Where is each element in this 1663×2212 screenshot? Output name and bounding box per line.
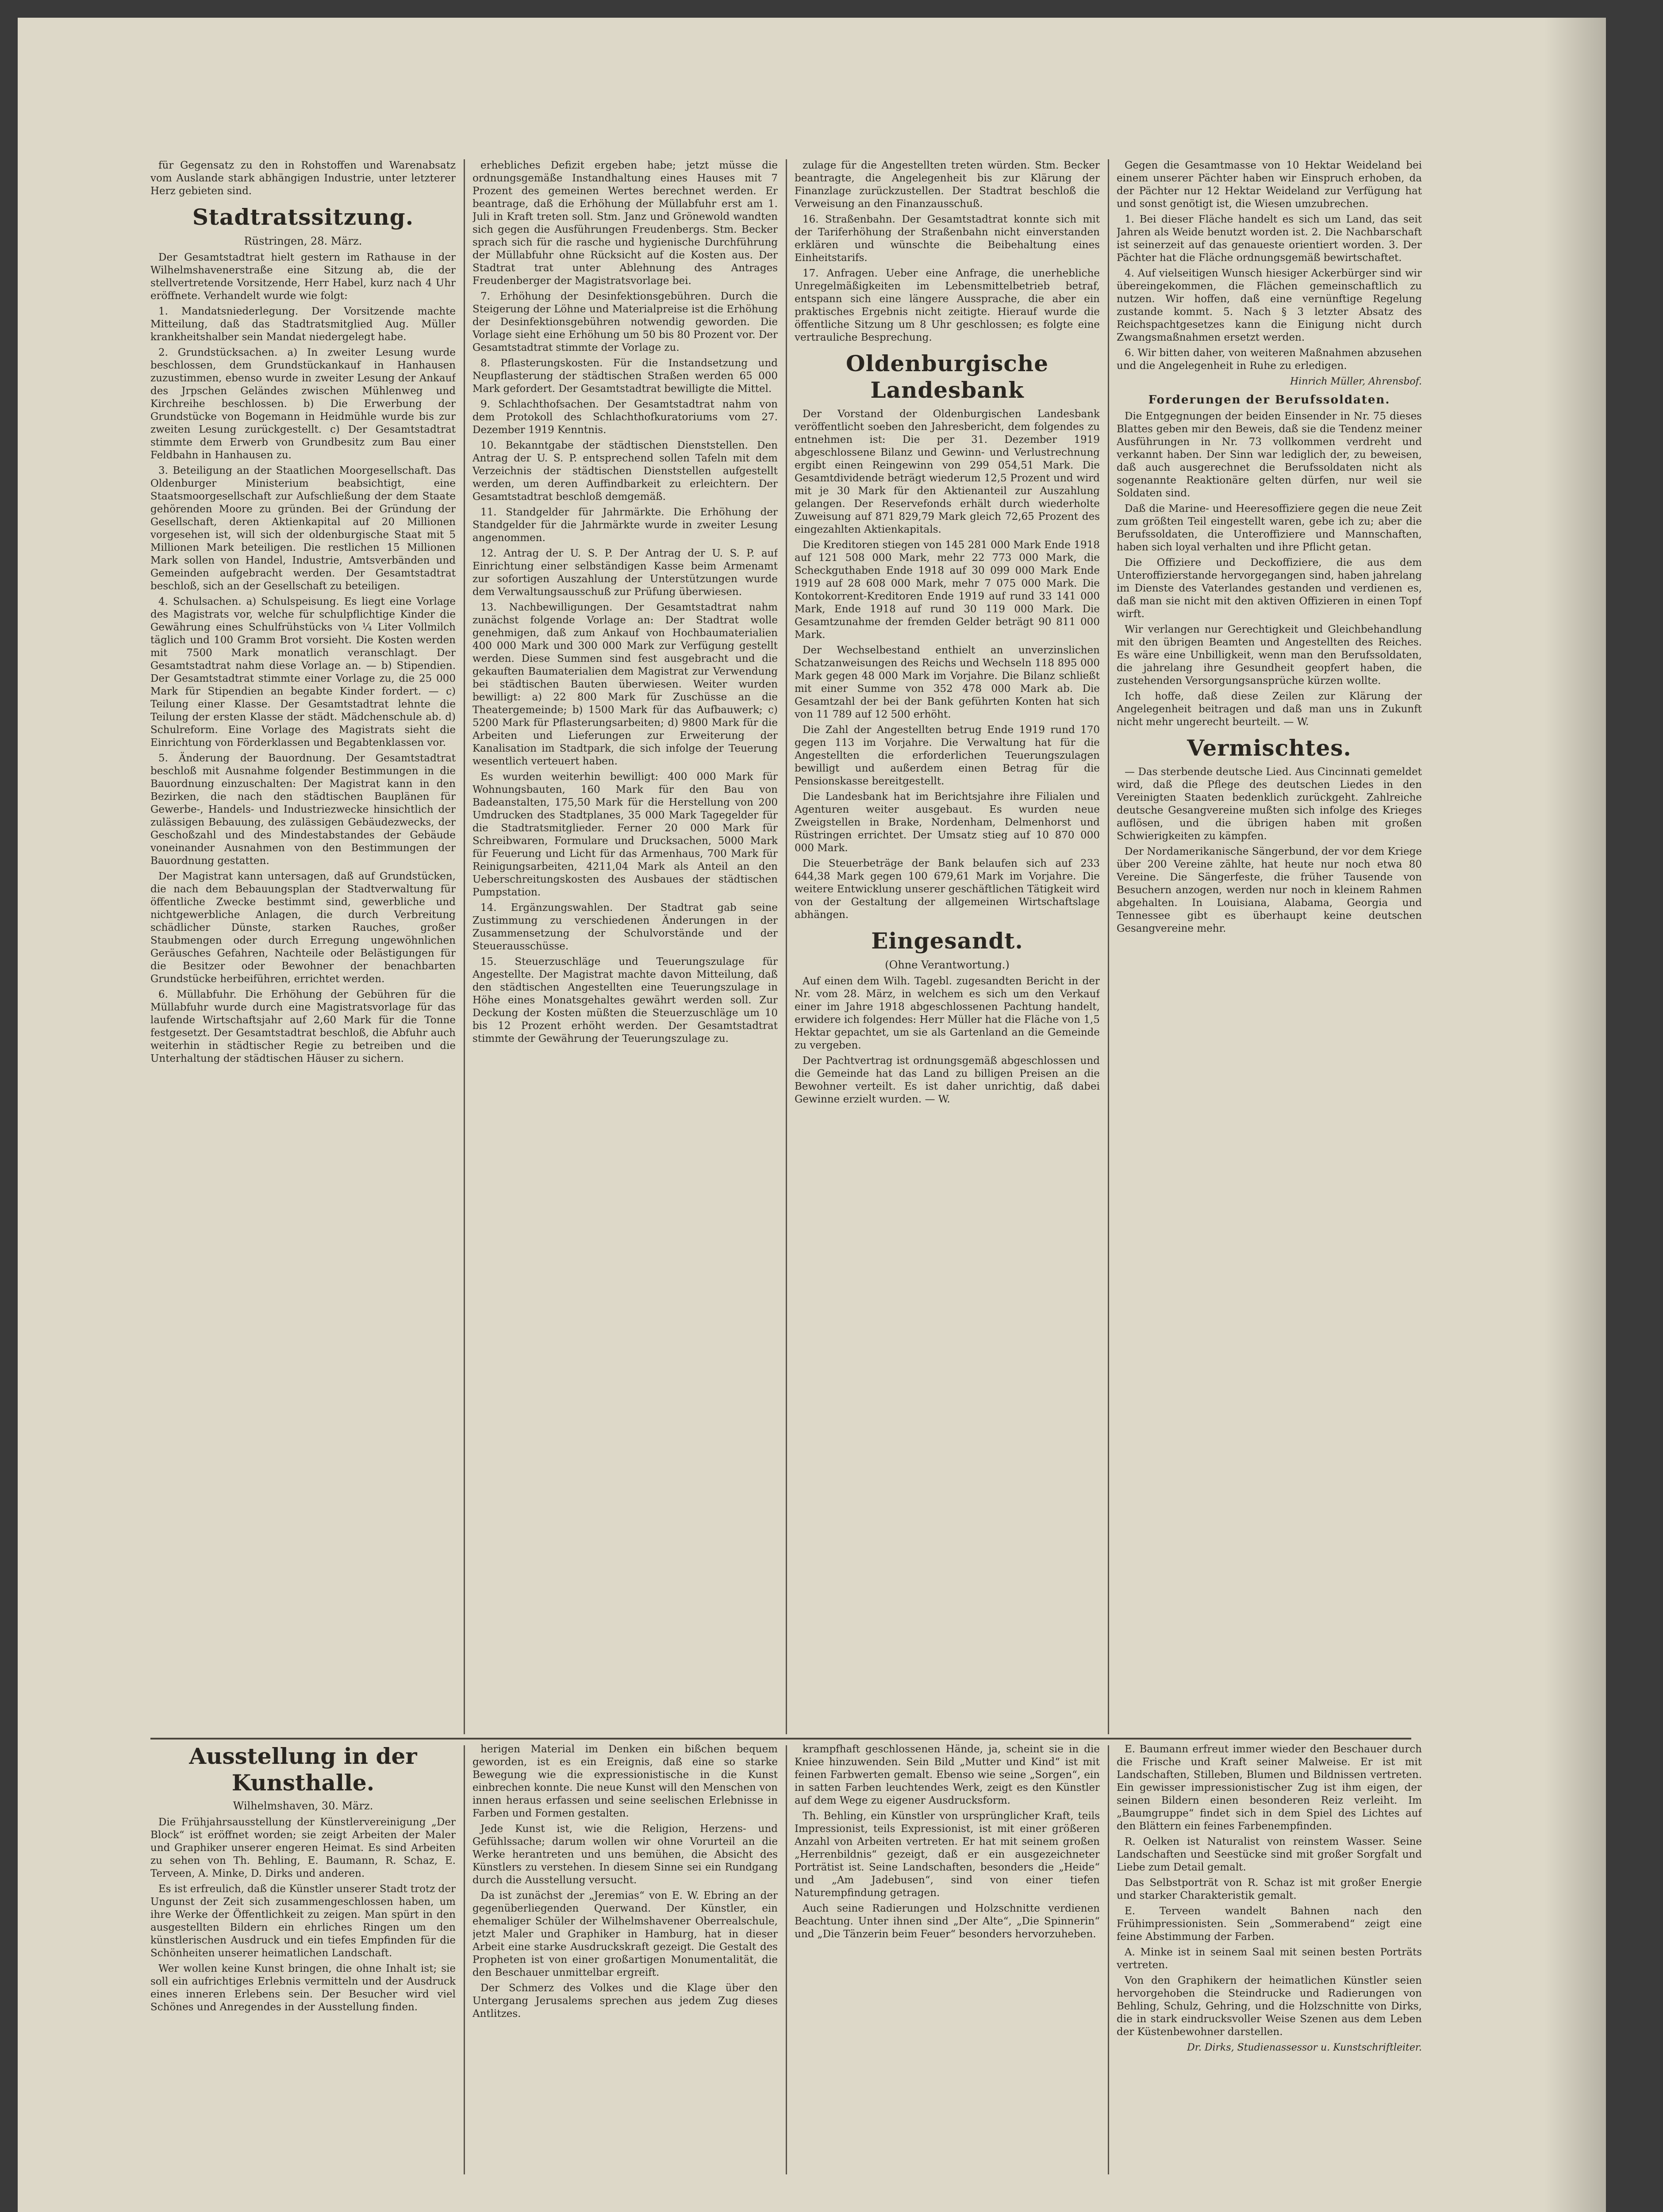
paragraph: erhebliches Defizit ergeben habe; jetzt müsse die ordnungsgemäße Instandhaltung eines Hauses mit 7 Prozent des gemeinen Wertes berechnet werden. Er beantrage, daß die Erhöhung der Müllabfuhr erst am 1. Juli in Kraft treten soll. Stm. Janz und Grönewold wandten sich gegen die Ausführungen Freudenbergs. Stm. Becker sprach sich für die rasche und hygienische Durchführung der Müllabfuhr ohne Rücksicht auf die Kosten aus. Der Stadtrat trat unter Ablehnung des Antrages Freudenberger der Magistratsvorlage bei. [472,160,778,287]
section-divider [150,1738,1411,1740]
paragraph: krampfhaft geschlossenen Hände, ja, scheint sie in die Kniee hinzuwenden. Sein Bild „Mutter und Kind“ ist mit feinen Farbwerten gemalt. Ebenso wie seine „Sorgen“, ein in satten Farben leuchtendes Werk, zeigt es den Künstler auf dem Wege zu eigener Ausdrucksform. [795,1743,1100,1806]
signature: Hinrich Müller, Ahrensbof. [1290,376,1422,387]
paragraph: 16. Straßenbahn. Der Gesamtstadtrat konnte sich mit der Tariferhöhung der Straßenbahn nicht einverstanden erklären und wünschte die Beibehaltung eines Einheitstarifs. [795,214,1100,264]
stadtrat-heading: Stadtratssitzung. [192,204,414,230]
paragraph: 5. Änderung der Bauordnung. Der Gesamtstadtrat beschloß mit Ausnahme folgender Bestimmungen in die Bauordnung einzuschalten: Der Magistrat kann in den Bezirken, die nach den städtischen Bauplänen für Gewerbe-, Handels- und Industriezwecke hinsichtlich der zulässigen Bebauung, des zulässigen Gebäudezwecks, der Geschoßzahl und des Mindestabstandes der Gebäude voneinander Ausnahmen von den Bestimmungen der Bauordnung gestatten. [150,753,456,867]
page-edge-shadow [1544,18,1606,2212]
kunsthalle-dateline: Wilhelmshaven, 30. März. [233,1800,373,1812]
paragraph: 9. Schlachthofsachen. Der Gesamtstadtrat nahm von dem Protokoll des Schlachthofkuratoriums vom 27. Dezember 1919 Kenntnis. [472,399,778,436]
paragraph: Der Schmerz des Volkes und die Klage über den Untergang Jerusalems sprechen aus jedem Zug dieses Antlitzes. [472,1982,778,2020]
column-divider [786,159,787,1734]
paragraph: Die Frühjahrsausstellung der Künstlervereinigung „Der Block“ ist eröffnet worden; sie zeigt Arbeiten der Maler und Graphiker unserer engeren Heimat. Es sind Arbeiten zu sehen von Th. Behling, E. Baumann, R. Schaz, E. Terveen, A. Minke, D. Dirks und anderen. [150,1816,456,1879]
paragraph: Der Wechselbestand enthielt an unverzinslichen Schatzanweisungen des Reichs und Wechseln 118 895 000 Mark gegen 48 000 Mark im Vorjahre. Die Bilanz schließt mit einer Summe von 352 478 000 Mark ab. Die Gesamtzahl der bei der Bank geführten Konten hat sich von 11 789 auf 12 500 erhöht. [795,645,1100,720]
signature: Dr. Dirks, Studienassessor u. Kunstschriftleiter. [1187,2042,1422,2053]
paragraph: Ich hoffe, daß diese Zeilen zur Klärung der Angelegenheit beitragen und daß man uns in Zukunft nicht mehr ungerecht beurteilt. — W. [1117,691,1422,728]
column-4 [1117,159,1422,1734]
paragraph: Der Magistrat kann untersagen, daß auf Grundstücken, die nach dem Bebauungsplan der Stadtverwaltung für öffentliche Zwecke bestimmt sind, gewerbliche und nichtgewerbliche Anlagen, die durch Verbreitung schädlicher Dünste, starken Rauches, großer Staubmengen oder durch Erregung ungewöhnlichen Geräusches Gefahren, Nachteile oder Belästigungen für die Besitzer oder Bewohner der benachbarten Grundstücke herbeiführen, errichtet werden. [150,871,456,985]
paragraph: 8. Pflasterungskosten. Für die Instandsetzung und Neupflasterung der städtischen Straßen werden 65 000 Mark gefordert. Der Gesamtstadtrat bewilligte die Mittel. [472,357,778,395]
paragraph: Die Landesbank hat im Berichtsjahre ihre Filialen und Agenturen weiter ausgebaut. Es wurden neue Zweigstellen in Brake, Nordenham, Delmenhorst und Rüstringen errichtet. Der Umsatz stieg auf 10 870 000 000 Mark. [795,791,1100,854]
paragraph: 15. Steuerzuschläge und Teuerungszulage für Angestellte. Der Magistrat machte davon Mitteilung, daß den städtischen Angestellten eine Teuerungszulage in Höhe eines Monatsgehaltes gewährt werden soll. Zur Deckung der Kosten müßten die Steuerzuschläge um 10 bis 12 Prozent erhöht werden. Der Gesamtstadtrat stimmte der Gewährung der Teuerungszulage zu. [472,956,778,1045]
stadtrat-dateline: Rüstringen, 28. März. [244,235,362,247]
column-3 [795,159,1100,1734]
paragraph: 4. Auf vielseitigen Wunsch hiesiger Ackerbürger sind wir übereingekommen, die Flächen gemeinschaftlich zu nutzen. Wir hoffen, daß eine vernünftige Regelung zustande kommt. 5. Nach § 3 letzter Absatz des Reichspachtgesetzes kann die Einigung nicht durch Zwangsmaßnahmen ersetzt werden. [1117,268,1422,343]
paragraph: 1. Bei dieser Fläche handelt es sich um Land, das seit Jahren als Weide benutzt worden ist. 2. Die Nachbarschaft ist seinerzeit auf das genaueste orientiert worden. 3. Der Pächter hat die Fläche ordnungsgemäß bewirtschaftet. [1117,214,1422,264]
paragraph: 13. Nachbewilligungen. Der Gesamtstadtrat nahm zunächst folgende Vorlage an: Der Stadtrat wolle genehmigen, daß zum Ankauf von Hochbaumaterialien 400 000 Mark und 300 000 Mark zur Verfügung gestellt werden. Diese Summen sind fest ausgebracht und die gekauften Baumaterialien dem Magistrat zur Verwendung bei städtischen Bauten überwiesen. Weiter wurden bewilligt: a) 22 800 Mark für Zuschüsse an die Theatergemeinde; b) 1500 Mark für das Aufbauwerk; c) 5200 Mark für Pflasterungsarbeiten; d) 9800 Mark für die Arbeiten und Lieferungen zur Erweiterung der Kanalisation im Stadtpark, die sich infolge der Teuerung wesentlich verteuert haben. [472,602,778,767]
paragraph: Wir verlangen nur Gerechtigkeit und Gleichbehandlung mit den übrigen Beamten und Angestellten des Reiches. Es wäre eine Unbilligkeit, wenn man den Berufssoldaten, die jahrelang ihre Gesundheit geopfert haben, die zustehenden Versorgungsansprüche kürzen wollte. [1117,624,1422,687]
landesbank-heading: Oldenburgische Landesbank [845,350,1049,403]
paragraph: Da ist zunächst der „Jeremias“ von E. W. Ebring an der gegenüberliegenden Querwand. Der Künstler, ein ehemaliger Schüler der Wilhelmshavener Oberrealschule, jetzt Maler und Graphiker in Hamburg, hat in dieser Arbeit eine starke Ausdruckskraft gezeigt. Die Gestalt des Propheten ist von einer großartigen Monumentalität, die den Beschauer unmittelbar ergreift. [472,1890,778,1978]
column-2 [472,159,778,1734]
paragraph: Von den Graphikern der heimatlichen Künstler seien hervorgehoben die Steindrucke und Radierungen von Behling, Schulz, Gehring, und die Holzschnitte von Dirks, die in stark eindrucksvoller Weise Szenen aus dem Leben der Küstenbewohner darstellen. [1117,1975,1422,2038]
paragraph: E. Baumann erfreut immer wieder den Beschauer durch die Frische und Kraft seiner Malweise. Er ist mit Landschaften, Stilleben, Blumen und Bildnissen vertreten. Ein gewisser impressionistischer Zug ist ihm eigen, der seinen Bildern einen besonderen Reiz verleiht. Im „Baumgruppe“ findet sich in dem Spiel des Lichtes auf den Blättern ein feines Farbenempfinden. [1117,1743,1422,1832]
paragraph: Die Entgegnungen der beiden Einsender in Nr. 75 dieses Blattes geben mir den Beweis, daß sie die Tendenz meiner Ausführungen in Nr. 73 vollkommen verdreht und verkannt haben. Der Sinn war lediglich der, zu beweisen, daß auch ausgerechnet die Berufssoldaten nicht als sogenannte Reaktionäre gelten dürfen, nur weil sie Soldaten sind. [1117,411,1422,499]
paragraph: Wer wollen keine Kunst bringen, die ohne Inhalt ist; sie soll ein aufrichtiges Erlebnis vermitteln und der Ausdruck eines inneren Erlebens sein. Der Besucher wird viel Schönes und Anregendes in der Ausstellung finden. [150,1963,456,2013]
paragraph: Daß die Marine- und Heeresoffiziere gegen die neue Zeit zum größten Teil eingestellt waren, gebe ich zu; aber die Berufssoldaten, die Unteroffiziere und Mannschaften, haben sich loyal verhalten und ihre Pflicht getan. [1117,503,1422,553]
paragraph: Der Pachtvertrag ist ordnungsgemäß abgeschlossen und die Gemeinde hat das Land zu billigen Preisen an die Bewohner verteilt. Es ist daher unrichtig, daß dabei Gewinne erzielt wurden. — W. [795,1055,1100,1105]
kunsthalle-heading: Ausstellung in der Kunsthalle. [189,1743,417,1796]
paragraph: 11. Standgelder für Jahrmärkte. Die Erhöhung der Standgelder für die Jahrmärkte wurde in zweiter Lesung angenommen. [472,507,778,544]
newspaper-page [18,18,1606,2212]
column-divider [1108,1745,1109,2174]
paragraph: Auf einen dem Wilh. Tagebl. zugesandten Bericht in der Nr. vom 28. März, in welchem es sich um den Verkauf einer im Jahre 1918 abgeschlossenen Pachtung handelt, erwidere ich folgendes: Herr Müller hat die Fläche von 1,5 Hektar gepachtet, um sie als Gartenland an die Gemeinde zu vergeben. [795,975,1100,1051]
paragraph: Der Gesamtstadtrat hielt gestern im Rathause in der Wilhelmshavenerstraße eine Sitzung ab, die der stellvertretende Vorsitzende, Herr Habel, kurz nach 4 Uhr eröffnete. Verhandelt wurde wie folgt: [150,252,456,302]
page-content [150,159,1540,2194]
paragraph: E. Terveen wandelt Bahnen nach den Frühimpressionisten. Sein „Sommerabend“ zeigt eine feine Abstimmung der Farben. [1117,1905,1422,1943]
eingesandt-subheading: (Ohne Verantwortung.) [885,959,1010,971]
column-divider [464,159,465,1734]
paragraph: 4. Schulsachen. a) Schulspeisung. Es liegt eine Vorlage des Magistrats vor, welche für schulpflichtige Kinder die Gewährung eines Schulfrühstücks von ¼ Liter Vollmilch täglich und 100 Gramm Brot vorsieht. Die Kosten werden mit 7500 Mark monatlich veranschlagt. Der Gesamtstadtrat nahm diese Vorlage an. — b) Stipendien. Der Gesamtstadtrat stimmte einer Vorlage zu, die 25 000 Mark für Stipendien an begabte Kinder fordert. — c) Teilung einer Klasse. Der Gesamtstadtrat lehnte die Teilung der ersten Klasse der städt. Mädchenschule ab. d) Schulreform. Eine Vorlage des Magistrats sieht die Einrichtung von Förderklassen und Begabtenklassen vor. [150,596,456,749]
paragraph: Der Nordamerikanische Sängerbund, der vor dem Kriege über 200 Vereine zählte, hat heute nur noch etwa 80 Vereine. Die Sängerfeste, die früher Tausende von Besuchern anzogen, werden nur noch in kleinem Rahmen abgehalten. In Louisiana, Alabama, Georgia und Tennessee gibt es überhaupt keine deutschen Gesangvereine mehr. [1117,846,1422,934]
paragraph: 12. Antrag der U. S. P. Der Antrag der U. S. P. auf Einrichtung einer selbständigen Kasse beim Armenamt zur sofortigen Auszahlung der Unterstützungen wurde dem Verwaltungsausschuß zur Prüfung überwiesen. [472,548,778,598]
paragraph: 3. Beteiligung an der Staatlichen Moorgesellschaft. Das Oldenburger Ministerium beabsichtigt, eine Staatsmoorgesellschaft zur Aufschließung der dem Staate gehörenden Moore zu gründen. Bei der Gründung der Gesellschaft, deren Aktienkapital auf 20 Millionen vorgesehen ist, will sich der oldenburgische Staat mit 5 Millionen Mark beteiligen. Die restlichen 15 Millionen Mark sollen von Handel, Industrie, Amtsverbänden und Gemeinden aufgebracht werden. Der Gesamtstadtrat beschloß, sich an der Gesellschaft zu beteiligen. [150,465,456,592]
column-divider [1108,159,1109,1734]
paragraph: Es ist erfreulich, daß die Künstler unserer Stadt trotz der Ungunst der Zeit sich zusammengeschlossen haben, um ihre Werke der Öffentlichkeit zu zeigen. Man spürt in den ausgestellten Bildern ein ehrliches Ringen um den künstlerischen Ausdruck und ein tiefes Empfinden für die Schönheiten unserer heimatlichen Landschaft. [150,1883,456,1959]
paragraph: zulage für die Angestellten treten würden. Stm. Becker beantragte, die Angelegenheit bis zur Klärung der Finanzlage zurückzustellen. Der Stadtrat beschloß die Verweisung an den Finanzausschuß. [795,160,1100,210]
paragraph: 7. Erhöhung der Desinfektionsgebühren. Durch die Steigerung der Löhne und Materialpreise ist die Erhöhung der Desinfektionsgebühren notwendig geworden. Die Vorlage sieht eine Erhöhung um 50 bis 80 Prozent vor. Der Gesamtstadtrat stimmte der Vorlage zu. [472,291,778,353]
column-1 [150,159,456,1734]
paragraph: Jede Kunst ist, wie die Religion, Herzens- und Gefühlssache; darum wollen wir ohne Vorurteil an die Werke herantreten und uns bemühen, die Absicht des Künstlers zu verstehen. In diesem Sinne sei ein Rundgang durch die Ausstellung versucht. [472,1823,778,1886]
paragraph: Die Offiziere und Deckoffiziere, die aus dem Unteroffizierstande hervorgegangen sind, haben jahrelang im Dienste des Vaterlandes gestanden und verdienen es, daß man sie nicht mit den aktiven Offizieren in einen Topf wirft. [1117,557,1422,620]
paragraph: Auch seine Radierungen und Holzschnitte verdienen Beachtung. Unter ihnen sind „Der Alte“, „Die Spinnerin“ und „Die Tänzerin beim Feuer“ besonders hervorzuheben. [795,1903,1100,1940]
paragraph: A. Minke ist in seinem Saal mit seinen besten Porträts vertreten. [1117,1947,1422,1971]
paragraph: Das Selbstporträt von R. Schaz ist mit großer Energie und starker Charakteristik gemalt. [1117,1877,1422,1901]
paragraph: R. Oelken ist Naturalist von reinstem Wasser. Seine Landschaften und Seestücke sind mit großer Sorgfalt und Liebe zum Detail gemalt. [1117,1836,1422,1873]
paragraph: — Das sterbende deutsche Lied. Aus Cincinnati gemeldet wird, daß die Pflege des deutschen Liedes in den Vereinigten Staaten bedenklich zurückgeht. Zahlreiche deutsche Gesangvereine mußten sich infolge des Krieges auflösen, und die übrigen haben mit großen Schwierigkeiten zu kämpfen. [1117,766,1422,842]
bottom-column-1 [150,1743,456,2177]
berufssoldaten-heading: Forderungen der Berufssoldaten. [1148,393,1390,407]
paragraph: 17. Anfragen. Ueber eine Anfrage, die unerhebliche Unregelmäßigkeiten im Lebensmittelbetrieb betraf, entspann sich eine längere Aussprache, die aber ein praktisches Ergebnis nicht zeitigte. Hierauf wurde die öffentliche Sitzung um 8 Uhr geschlossen; es folgte eine vertrauliche Besprechung. [795,268,1100,343]
paragraph: Die Kreditoren stiegen von 145 281 000 Mark Ende 1918 auf 121 508 000 Mark, mehr 22 773 000 Mark, die Scheckguthaben Ende 1918 auf 30 099 000 Mark Ende 1919 auf 28 608 000 Mark, mehr 7 075 000 Mark. Die Kontokorrent-Kreditoren Ende 1919 auf rund 33 141 000 Mark, Ende 1918 auf rund 30 119 000 Mark. Die Gesamtzunahme der fremden Gelder beträgt 90 811 000 Mark. [795,539,1100,641]
column-divider [464,1745,465,2174]
paragraph: 6. Wir bitten daher, von weiteren Maßnahmen abzusehen und die Angelegenheit in Ruhe zu erledigen. [1117,347,1422,372]
paragraph: herigen Material im Denken ein bißchen bequem geworden, ist es ein Ereignis, daß eine so starke Bewegung wie die expressionistische in die Kunst einbrechen konnte. Die neue Kunst will den Menschen von innen heraus erfassen und seine seelischen Erlebnisse in Farben und Formen gestalten. [472,1743,778,1819]
paragraph: 2. Grundstücksachen. a) In zweiter Lesung wurde beschlossen, dem Grundstückankauf in Hanhausen zuzustimmen, ebenso wurde in zweiter Lesung der Ankauf des Jrpschen Geländes zwischen Mühlenweg und Kirchreihe beschlossen. b) Die Erwerbung der Grundstücke von Bogemann in Heidmühle wurde bis zur zweiten Lesung zurückgestellt. c) Der Gesamtstadtrat stimmte dem Erwerb von Grundbesitz zum Bau einer Feldbahn in Hanhausen zu. [150,347,456,461]
paragraph: 1. Mandatsniederlegung. Der Vorsitzende machte Mitteilung, daß das Stadtratsmitglied Aug. Müller krankheitshalber sein Mandat niedergelegt habe. [150,306,456,343]
paragraph: 14. Ergänzungswahlen. Der Stadtrat gab seine Zustimmung zu verschiedenen Änderungen in der Zusammensetzung der Schulvorstände und der Steuerausschüsse. [472,902,778,952]
paragraph: Die Zahl der Angestellten betrug Ende 1919 rund 170 gegen 113 im Vorjahre. Die Verwaltung hat für die Angestellten die erforderlichen Teuerungszulagen bewilligt und außerdem einen Betrag für die Pensionskasse bereitgestellt. [795,724,1100,787]
vermischtes-heading: Vermischtes. [1187,735,1352,761]
paragraph: 10. Bekanntgabe der städtischen Dienststellen. Den Antrag der U. S. P. entsprechend sollen Tafeln mit dem Verzeichnis der städtischen Dienststellen aufgestellt werden, um deren Auffindbarkeit zu erleichtern. Der Gesamtstadtrat beschloß demgemäß. [472,440,778,503]
paragraph: Der Vorstand der Oldenburgischen Landesbank veröffentlicht soeben den Jahresbericht, dem folgendes zu entnehmen ist: Die per 31. Dezember 1919 abgeschlossene Bilanz und Gewinn- und Verlustrechnung ergibt einen Reingewinn von 299 054,51 Mark. Die Gesamtdividende beträgt wiederum 12,5 Prozent und wird mit je 30 Mark für den Aktienanteil zur Auszahlung gelangen. Der Reservefonds erhält durch wiederholte Zuweisung auf 871 829,79 Mark gleich 72,65 Prozent des eingezahlten Aktienkapitals. [795,408,1100,535]
paragraph: Gegen die Gesamtmasse von 10 Hektar Weideland bei einem unserer Pächter haben wir Einspruch erhoben, da der Pächter nur 12 Hektar Weideland zur Verfügung hat und sonst genötigt ist, die Wiesen umzubrechen. [1117,160,1422,210]
paragraph: Es wurden weiterhin bewilligt: 400 000 Mark für Wohnungsbauten, 160 Mark für den Bau von Badeanstalten, 175,50 Mark für die Herstellung von 200 Umdrucken des Stadtplanes, 35 000 Mark Tagegelder für die Stadtratsmitglieder. Ferner 20 000 Mark für Schreibwaren, Formulare und Drucksachen, 5000 Mark für Feuerung und Licht für das Armenhaus, 700 Mark für Reinigungsarbeiten, 4211,04 Mark als Anteil an den Ueberschreitungskosten des Ausbaues der städtischen Pumpstation. [472,771,778,898]
bottom-column-3 [795,1743,1100,2177]
eingesandt-heading: Eingesandt. [871,928,1023,954]
paragraph: Th. Behling, ein Künstler von ursprünglicher Kraft, teils Impressionist, teils Expressionist, ist mit einer größeren Anzahl von Arbeiten vertreten. Er hat mit seinem großen „Herrenbildnis“ gezeigt, daß er ein ausgezeichneter Porträtist ist. Seine Landschaften, besonders die „Heide“ und „Am Jadebusen“, sind von einer tiefen Naturempfindung getragen. [795,1810,1100,1899]
bottom-column-2 [472,1743,778,2177]
bottom-column-4 [1117,1743,1422,2177]
paragraph: 6. Müllabfuhr. Die Erhöhung der Gebühren für die Müllabfuhr wurde durch eine Magistratsvorlage für das laufende Wirtschaftsjahr auf 2,60 Mark für die Tonne festgesetzt. Der Gesamtstadtrat beschloß, die Abfuhr auch weiterhin in städtischer Regie zu betreiben und die Unterhaltung der städtischen Häuser zu sichern. [150,989,456,1064]
paragraph: Die Steuerbeträge der Bank belaufen sich auf 233 644,38 Mark gegen 100 679,61 Mark im Vorjahre. Die weitere Entwicklung unserer geschäftlichen Tätigkeit wird von der Gestaltung der allgemeinen Wirtschaftslage abhängen. [795,858,1100,921]
column-divider [786,1745,787,2174]
intro-text: für Gegensatz zu den in Rohstoffen und Warenabsatz vom Auslande stark abhängigen Industrie, unter letzterer Herz gebieten sind. [150,160,456,197]
